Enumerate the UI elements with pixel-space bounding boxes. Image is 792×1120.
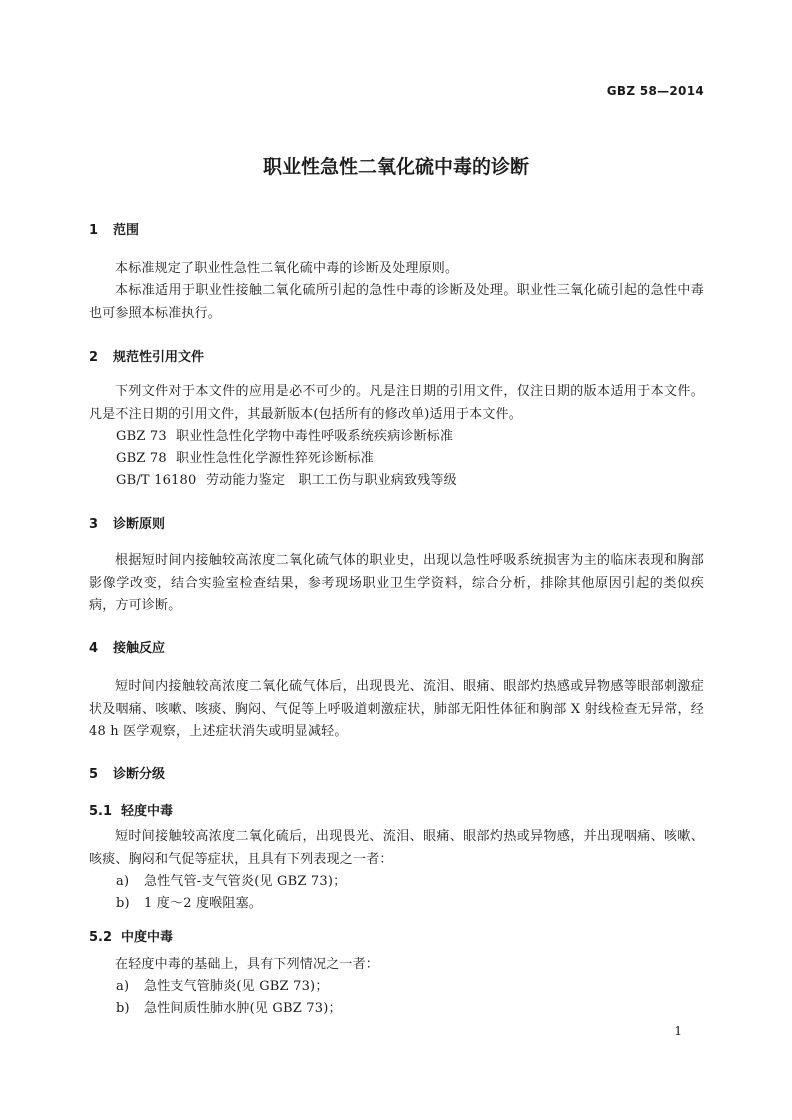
reference-code: GBZ 73 xyxy=(116,429,167,444)
section-number: 5 xyxy=(89,767,99,782)
reference-item xyxy=(116,426,453,449)
list-text: 急性间质性肺水肿(见 GBZ 73)； xyxy=(144,1001,342,1016)
reference-name: 职业性急性化学物中毒性呼吸系统疾病诊断标准 xyxy=(176,429,454,444)
section-number: 2 xyxy=(89,350,99,365)
reference-item xyxy=(116,448,374,471)
reference-item xyxy=(116,470,457,493)
document-code: GBZ 58—2014 xyxy=(606,84,704,98)
paragraph: 短时间内接触较高浓度二氧化硫气体后，出现畏光、流泪、眼痛、眼部灼热感或异物感等眼部刺激症状及咽痛、咳嗽、咳痰、胸闷、气促等上呼吸道刺激症状，肺部无阳性体征和胸部 X 射线检查无异常，经 48 h 医学观察，上述症状消失或明显减轻。 xyxy=(89,679,704,739)
page-number: 1 xyxy=(674,1024,682,1038)
section-2-heading xyxy=(89,346,204,365)
section-number: 4 xyxy=(89,641,99,656)
paragraph: 下列文件对于本文件的应用是必不可少的。凡是注日期的引用文件，仅注日期的版本适用于本文件。凡是不注日期的引用文件，其最新版本(包括所有的修改单)适用于本文件。 xyxy=(89,384,704,422)
section-title: 诊断分级 xyxy=(113,767,166,782)
paragraph: 本标准适用于职业性接触二氧化硫所引起的急性中毒的诊断及处理。职业性三氧化硫引起的急性中毒也可参照本标准执行。 xyxy=(89,283,704,321)
section-number: 5.2 xyxy=(89,930,113,945)
list-text: 1 度～2 度喉阻塞。 xyxy=(144,896,263,911)
section-number: 3 xyxy=(89,517,99,532)
reference-name: 职业性急性化学源性猝死诊断标准 xyxy=(176,451,375,466)
list-marker: b) xyxy=(116,896,130,911)
reference-name: 劳动能力鉴定 职工工伤与职业病致残等级 xyxy=(206,473,457,488)
list-marker: a) xyxy=(116,979,130,994)
reference-code: GBZ 78 xyxy=(116,451,167,466)
list-item xyxy=(116,976,329,999)
list-marker: a) xyxy=(116,874,130,889)
section-title: 诊断原则 xyxy=(113,517,166,532)
subsection-5-2-heading xyxy=(89,926,173,945)
section-number: 1 xyxy=(89,223,99,238)
section-5-heading xyxy=(89,763,165,782)
list-item xyxy=(116,871,346,894)
paragraph: 本标准规定了职业性急性二氧化硫中毒的诊断及处理原则。 xyxy=(115,261,459,276)
list-text: 急性气管-支气管炎(见 GBZ 73)； xyxy=(144,874,347,889)
paragraph: 短时间接触较高浓度二氧化硫后，出现畏光、流泪、眼痛、眼部灼热或异物感，并出现咽痛、咳嗽、咳痰、胸闷和气促等症状，且具有下列表现之一者： xyxy=(89,829,704,867)
section-title: 轻度中毒 xyxy=(121,804,174,819)
section-title: 规范性引用文件 xyxy=(113,350,205,365)
section-title: 接触反应 xyxy=(113,641,166,656)
reference-code: GB/T 16180 xyxy=(116,473,197,488)
section-3-heading xyxy=(89,513,165,532)
section-1-heading xyxy=(89,219,139,238)
paragraph: 在轻度中毒的基础上，具有下列情况之一者： xyxy=(115,957,380,972)
list-item xyxy=(116,998,342,1021)
list-text: 急性支气管肺炎(见 GBZ 73)； xyxy=(144,979,329,994)
document-title: 职业性急性二氧化硫中毒的诊断 xyxy=(262,156,529,178)
section-4-heading xyxy=(89,637,165,656)
paragraph: 根据短时间内接触较高浓度二氧化硫气体的职业史，出现以急性呼吸系统损害为主的临床表现和胸部影像学改变，结合实验室检查结果，参考现场职业卫生学资料，综合分析，排除其他原因引起的类似疾病，方可诊断。 xyxy=(89,553,704,613)
section-title: 中度中毒 xyxy=(121,930,174,945)
list-item xyxy=(116,893,262,916)
section-number: 5.1 xyxy=(89,804,113,819)
section-title: 范围 xyxy=(113,223,140,238)
list-marker: b) xyxy=(116,1001,130,1016)
subsection-5-1-heading xyxy=(89,800,173,819)
